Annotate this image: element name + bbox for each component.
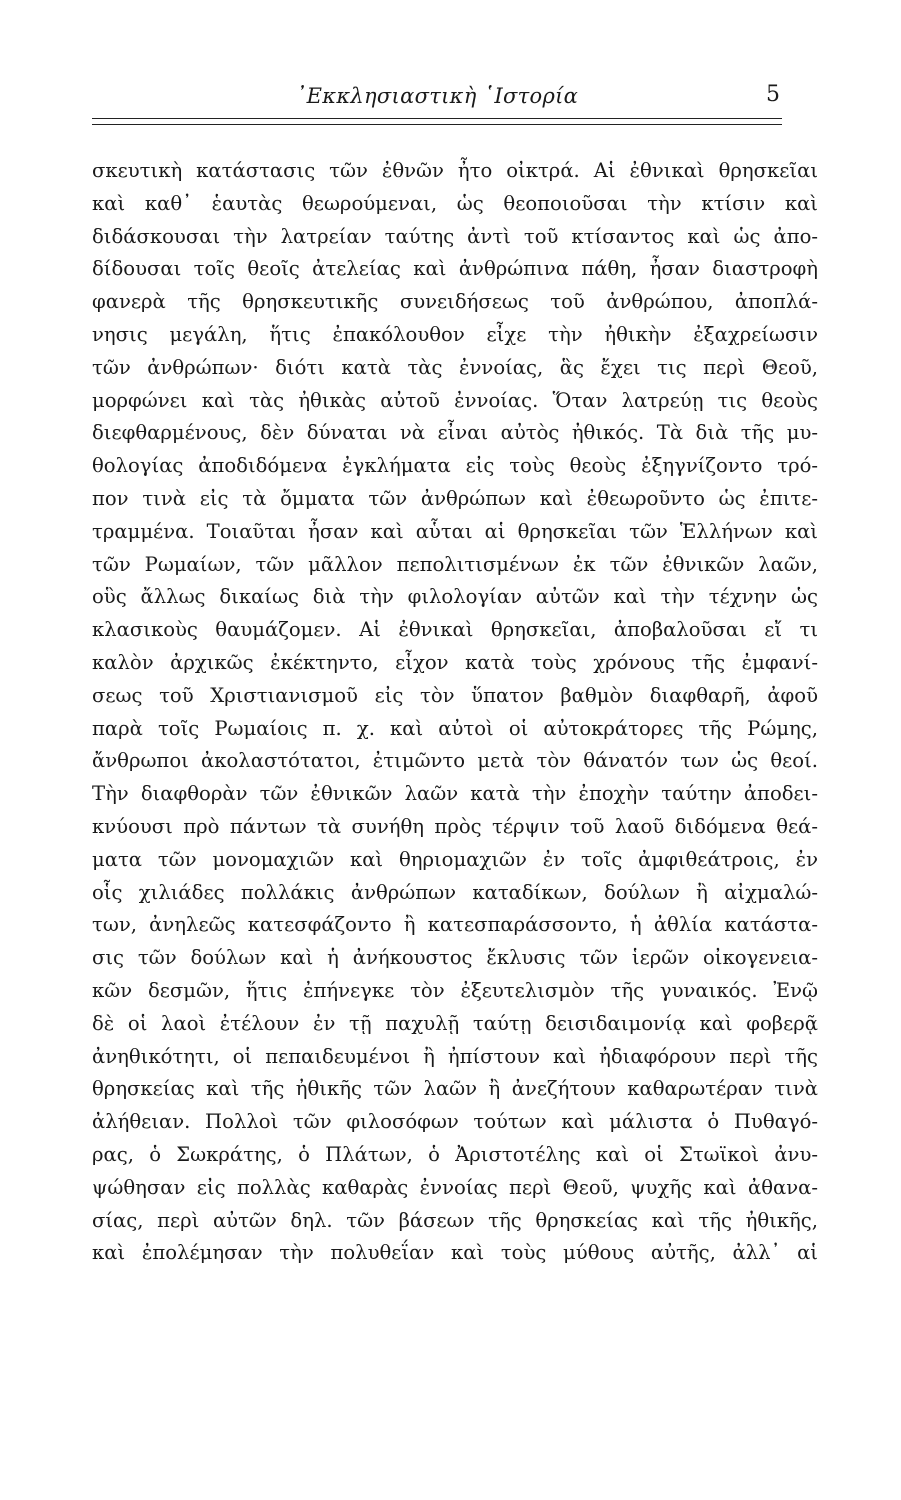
running-title: ᾿Εκκλησιαστικὴ ῾Ιστορία — [295, 84, 579, 108]
text-line: Τὴν διαφθορὰν τῶν ἐθνικῶν λαῶν κατὰ τὴν ἐποχὴν ταύτην ἀποδει- — [92, 782, 818, 806]
text-line: τῶν ἀνθρώπων· διότι κατὰ τὰς ἐννοίας, ἃς ἔχει τις περὶ Θεοῦ, — [92, 355, 818, 379]
text-line: κνύουσι πρὸ πάντων τὰ συνήθη πρὸς τέρψιν τοῦ λαοῦ διδόμενα θεά- — [92, 814, 818, 838]
text-line: νησις μεγάλη, ἥτις ἐπακόλουθον εἶχε τὴν ἠθικὴν ἐξαχρείωσιν — [92, 322, 818, 346]
text-line: οἷς χιλιάδες πολλάκις ἀνθρώπων καταδίκων, δούλων ἢ αἰχμαλώ- — [92, 880, 818, 904]
text-line: διεφθαρμένους, δὲν δύναται νὰ εἶναι αὐτὸς ἠθικός. Τὰ διὰ τῆς μυ- — [92, 421, 818, 445]
text-line: ρας, ὁ Σωκράτης, ὁ Πλάτων, ὁ Ἀριστοτέλης καὶ οἱ Στωϊκοὶ ἀνυ- — [92, 1142, 818, 1166]
text-line: ἀνηθικότητι, οἱ πεπαιδευμένοι ἢ ἠπίστουν καὶ ἠδιαφόρουν περὶ τῆς — [92, 1044, 818, 1068]
text-line: καλὸν ἀρχικῶς ἐκέκτηντο, εἶχον κατὰ τοὺς χρόνους τῆς ἐμφανί- — [92, 650, 818, 674]
text-line: ἄνθρωποι ἀκολαστότατοι, ἐτιμῶντο μετὰ τὸν θάνατόν των ὡς θεοί. — [92, 749, 818, 773]
text-line: κλασικοὺς θαυμάζομεν. Αἱ ἐθνικαὶ θρησκεῖαι, ἀποβαλοῦσαι εἴ τι — [92, 618, 818, 642]
header-rule-top — [92, 118, 782, 119]
text-line: κῶν δεσμῶν, ἥτις ἐπήνεγκε τὸν ἐξευτελισμὸν τῆς γυναικός. Ἐνῷ — [92, 978, 818, 1002]
text-line: τραμμένα. Τοιαῦται ἦσαν καὶ αὗται αἱ θρησκεῖαι τῶν Ἑλλήνων καὶ — [92, 519, 818, 543]
text-line: παρὰ τοῖς Ρωμαίοις π. χ. καὶ αὐτοὶ οἱ αὐτοκράτορες τῆς Ρώμης, — [92, 716, 818, 740]
text-line: σκευτικὴ κατάστασις τῶν ἐθνῶν ἦτο οἰκτρά. Αἱ ἐθνικαὶ θρησκεῖαι — [92, 159, 818, 182]
text-line: ἀλήθειαν. Πολλοὶ τῶν φιλοσόφων τούτων καὶ μάλιστα ὁ Πυθαγό- — [92, 1110, 818, 1134]
text-line: σίας, περὶ αὐτῶν δηλ. τῶν βάσεων τῆς θρησκείας καὶ τῆς ἠθικῆς, — [92, 1208, 818, 1232]
text-line: οὓς ἄλλως δικαίως διὰ τὴν φιλολογίαν αὐτῶν καὶ τὴν τέχνην ὡς — [92, 585, 818, 609]
text-line: τῶν Ρωμαίων, τῶν μᾶλλον πεπολιτισμένων ἐκ τῶν ἐθνικῶν λαῶν, — [92, 552, 818, 576]
text-line: ματα τῶν μονομαχιῶν καὶ θηριομαχιῶν ἐν τοῖς ἀμφιθεάτροις, ἐν — [92, 847, 818, 871]
header-rule-bottom — [92, 124, 782, 125]
text-line: θρησκείας καὶ τῆς ἠθικῆς τῶν λαῶν ἢ ἀνεζήτουν καθαρωτέραν τινὰ — [92, 1077, 818, 1101]
text-line: δὲ οἱ λαοὶ ἐτέλουν ἐν τῇ παχυλῇ ταύτῃ δεισιδαιμονίᾳ καὶ φοβερᾷ — [92, 1011, 818, 1035]
page-header — [92, 78, 782, 114]
text-line: πον τινὰ εἰς τὰ ὄμματα τῶν ἀνθρώπων καὶ ἐθεωροῦντο ὡς ἐπιτε- — [92, 486, 818, 510]
text-line: των, ἀνηλεῶς κατεσφάζοντο ἢ κατεσπαράσσοντο, ἡ ἀθλία κατάστα- — [92, 913, 818, 937]
text-line: μορφώνει καὶ τὰς ἠθικὰς αὐτοῦ ἐννοίας. Ὅταν λατρεύῃ τις θεοὺς — [92, 388, 818, 412]
text-line: φανερὰ τῆς θρησκευτικῆς συνειδήσεως τοῦ ἀνθρώπου, ἀποπλά- — [92, 290, 818, 314]
text-line: διδάσκουσαι τὴν λατρείαν ταύτης ἀντὶ τοῦ κτίσαντος καὶ ὡς ἀπο- — [92, 224, 818, 248]
text-line: καὶ καθ᾿ ἑαυτὰς θεωρούμεναι, ὡς θεοποιοῦσαι τὴν κτίσιν καὶ — [92, 191, 818, 215]
text-line: θολογίας ἀποδιδόμενα ἐγκλήματα εἰς τοὺς θεοὺς ἐξηγνίζοντο τρό- — [92, 454, 818, 478]
body-text — [92, 155, 818, 1270]
page-number: 5 — [766, 82, 780, 107]
text-line: σις τῶν δούλων καὶ ἡ ἀνήκουστος ἔκλυσις τῶν ἱερῶν οἰκογενεια- — [92, 946, 818, 970]
text-line: δίδουσαι τοῖς θεοῖς ἀτελείας καὶ ἀνθρώπινα πάθη, ἦσαν διαστροφὴ — [92, 257, 818, 281]
text-line: καὶ ἐπολέμησαν τὴν πολυθεΐαν καὶ τοὺς μύθους αὐτῆς, ἀλλ᾿ αἱ — [92, 1241, 818, 1265]
text-line: ψώθησαν εἰς πολλὰς καθαρὰς ἐννοίας περὶ Θεοῦ, ψυχῆς καὶ ἀθανα- — [92, 1175, 818, 1199]
text-line: σεως τοῦ Χριστιανισμοῦ εἰς τὸν ὕπατον βαθμὸν διαφθαρῆ, ἀφοῦ — [92, 683, 818, 707]
